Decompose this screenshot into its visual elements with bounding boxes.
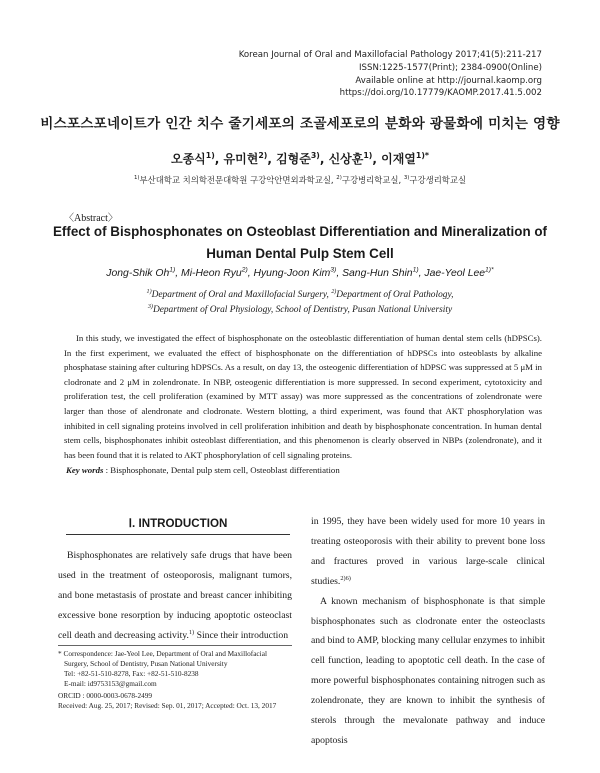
korean-title: 비스포스포네이트가 인간 치수 줄기세포의 조골세포로의 분화와 광물화에 미치는 영향 xyxy=(40,116,560,132)
author-separator: , xyxy=(214,152,224,166)
english-authors xyxy=(0,268,600,279)
journal-doi: https://doi.org/10.17779/KAOMP.2017.41.5.002 xyxy=(339,88,542,99)
affil-text: Department of Oral Pathology, xyxy=(336,290,454,300)
author-name: 오종식 xyxy=(171,152,206,166)
author-affil-mark: 3) xyxy=(310,151,320,160)
english-title xyxy=(40,221,560,265)
author-name: Mi-Heon Ryu xyxy=(181,268,242,279)
abstract-label: 〈Abstract〉 xyxy=(64,213,118,224)
affil-mark: 1) xyxy=(133,175,140,182)
author-affil-mark: 2) xyxy=(241,266,248,274)
affil-text: 구강생리학교실 xyxy=(409,175,467,185)
author-affil-mark: 1)* xyxy=(415,151,429,160)
footnote-line: Surgery, School of Dentistry, Pusan National University xyxy=(64,659,228,669)
affil-text: 부산대학교 치의학전문대학원 구강악안면외과학교실, xyxy=(139,175,337,185)
affil-mark: 1) xyxy=(146,288,152,295)
citation-mark: 1) xyxy=(188,628,195,636)
author-separator: , xyxy=(418,268,425,279)
affil-text: 구강병리학교실, xyxy=(341,175,404,185)
author-name: 유미현 xyxy=(223,152,259,166)
korean-authors xyxy=(0,150,600,167)
keywords-text: : Bisphosphonate, Dental pulp stem cell, Osteoblast differentiation xyxy=(103,465,340,475)
author-affil-mark: 2) xyxy=(258,151,268,160)
author-name: Jae-Yeol Lee xyxy=(424,268,486,279)
author-separator: , xyxy=(267,152,277,166)
author-name: Hyung-Joon Kim xyxy=(253,268,331,279)
intro-paragraph-cont: Since their introduction xyxy=(194,629,289,641)
keywords-label: Key words xyxy=(66,465,104,475)
intro-paragraph: Bisphosphonates are relatively safe drugs that have been used in the treatment of osteoporosis, malignant tumors, and bone metastasis of prostate and breast cancer inhibiting excessive bone resorption by inducing apoptotic osteoclast cell death and decreasing activity. xyxy=(58,550,292,641)
author-affil-mark: 1) xyxy=(412,266,419,274)
author-name: Jong-Shik Oh xyxy=(106,268,170,279)
footnote-line: E-mail: id9753153@gmail.com xyxy=(64,679,157,689)
affil-mark: 3) xyxy=(403,175,410,182)
section-heading: Ⅰ. INTRODUCTION xyxy=(128,517,228,530)
affil-line xyxy=(0,288,600,303)
affil-mark: 2) xyxy=(331,288,337,295)
footnote-line: * Correspondence: Jae-Yeol Lee, Department of Oral and Maxillofacial xyxy=(58,649,267,658)
author-affil-mark: 1) xyxy=(169,266,176,274)
english-title-line: Effect of Bisphosphonates on Osteoblast Differentiation and Mineralization of xyxy=(53,224,547,239)
journal-citation: Korean Journal of Oral and Maxillofacial Pathology 2017;41(5):211-217 xyxy=(238,50,542,60)
author-name: 이재열 xyxy=(381,152,416,166)
author-affil-mark: 1) xyxy=(205,151,215,160)
journal-header xyxy=(202,49,542,100)
english-title-line: Human Dental Pulp Stem Cell xyxy=(206,246,394,261)
affil-mark: 3) xyxy=(147,303,153,310)
affil-text: Department of Oral Physiology, School of Dentistry, Pusan National University xyxy=(152,305,453,315)
journal-issn: ISSN:1225-1577(Print); 2384-0900(Online) xyxy=(359,62,542,73)
abstract-body: In this study, we investigated the effect of bisphosphonate on the osteoblastic differentiation of human dental stem cells (hDPSCs). In the first experiment, we evaluated the effect of bisphosphonate on the differentiation of hDPSCs into osteoblasts by alkaline phosphatase staining after culturing hDPSCs. As a result, on day 13, the osteogenic differentiation of hDPSC was suppressed at 5 μM in clodronate and 2 μM in zolendronate. In NBP, osteogenic differentiation is more suppressed. In second experiment, cytotoxicity and proliferation test, the cell proliferation (examined by MTT assay) was more suppressed as the concentrations of zolendronate were larger than those of alendronate and clodronate. Western blotting, a third experiment, was found that AKT phosphorylation was inhibited in cell signaling proteins involved in cell proliferation inhibition and death by bisphosphonate concentration. In human dental stem cells, bisphosphonates inhibit osteoblast differentiation, and this phenomenon is clearly observed in NBPs (zolendronate), and it has been found that it is related to AKT phosphorylation of cell signaling proteins. xyxy=(64,333,542,460)
author-separator: , xyxy=(372,152,382,166)
author-name: Sang-Hun Shin xyxy=(342,268,413,279)
author-separator: , xyxy=(319,152,329,166)
author-affil-mark: 1) xyxy=(363,151,373,160)
intro-left-column xyxy=(58,546,292,646)
author-name: 신상훈 xyxy=(328,152,364,166)
author-affil-mark: 3) xyxy=(330,266,337,274)
footnote-divider xyxy=(58,645,292,646)
keywords xyxy=(66,465,340,475)
korean-affiliations xyxy=(0,174,600,186)
section-divider xyxy=(66,534,290,535)
affil-line xyxy=(0,303,600,318)
received-dates: Received: Aug. 25, 2017; Revised: Sep. 01, 2017; Accepted: Oct. 13, 2017 xyxy=(58,701,277,711)
citation-mark: 2)6) xyxy=(340,574,351,582)
footnote-line: Tel: +82-51-510-8278, Fax: +82-51-510-8238 xyxy=(64,669,199,679)
affil-text: Department of Oral and Maxillofacial Surgery, xyxy=(151,290,332,300)
orcid-line: ORCID : 0000-0003-0678-2499 xyxy=(58,691,153,701)
correspondence-footnote xyxy=(58,649,294,712)
intro-paragraph xyxy=(311,512,545,592)
author-separator: , xyxy=(175,268,182,279)
intro-text: in 1995, they have been widely used for more 10 years in treating osteoporosis with their ability to prevent bone loss and fractures proved in various large-scale clinical studies. xyxy=(311,516,545,587)
intro-paragraph: A known mechanism of bisphosphonate is that simple bisphosphonates such as clodronate enter the osteoclasts and bind to AMP, blocking many cellular enzymes to inhibit cell function, leading to apoptotic cell death. In the case of more powerful bisphosphonates containing nitrogen such as zolendronate, they are known to inhibit the synthesis of sterols through the mevalonate pathway and induce apoptosis xyxy=(311,595,545,746)
author-separator: , xyxy=(336,268,343,279)
intro-right-column xyxy=(311,512,545,751)
english-affiliations xyxy=(0,288,600,318)
author-name: 김형준 xyxy=(276,152,311,166)
author-affil-mark: 1)* xyxy=(485,266,494,274)
affil-mark: 2) xyxy=(336,175,342,182)
journal-url: Available online at http://journal.kaomp.org xyxy=(355,75,542,86)
author-separator: , xyxy=(247,268,254,279)
